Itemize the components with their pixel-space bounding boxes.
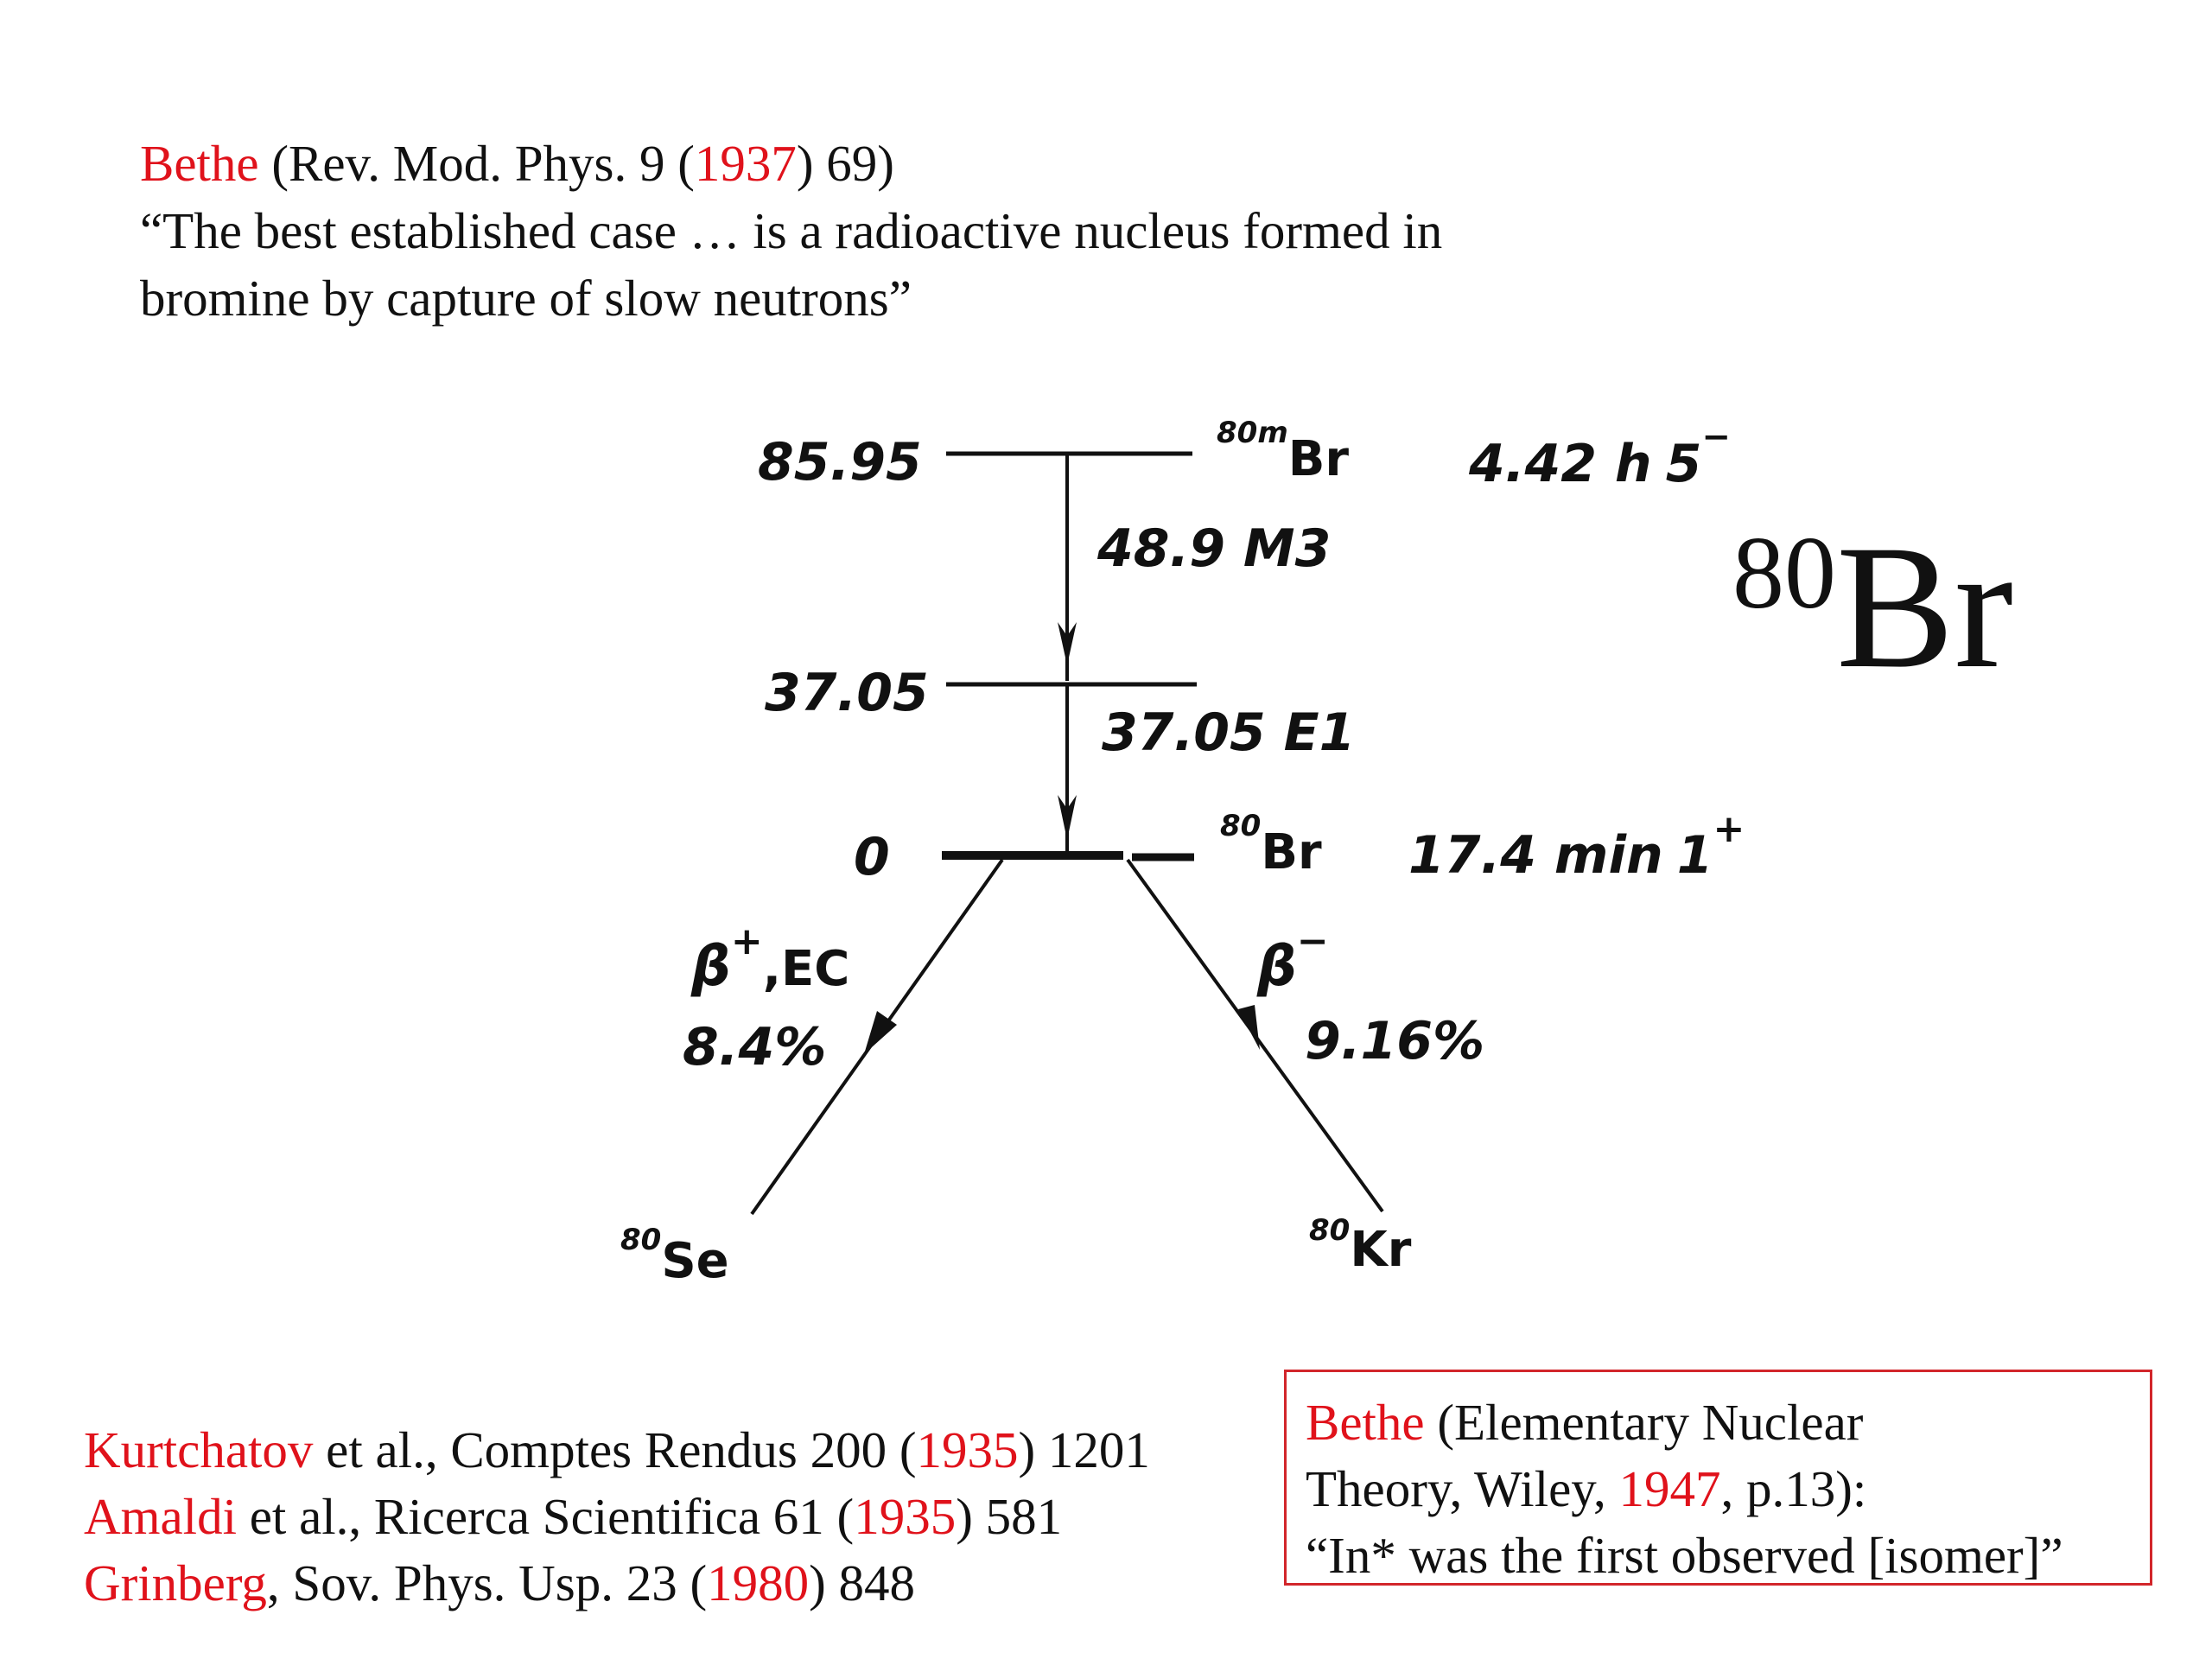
- nuclide-title-mass: 80: [1732, 515, 1836, 630]
- boxed-quote: “In* was the first observed [isomer]”: [1306, 1527, 2063, 1584]
- author-bethe-box: Bethe: [1306, 1394, 1425, 1451]
- nuclide-label-80mBr: [1217, 416, 1349, 487]
- energy-label-37.05: 37.05: [765, 663, 929, 723]
- year-1947: 1947: [1618, 1460, 1721, 1517]
- decay-mode-beta-plus: β+,EC: [691, 919, 850, 999]
- decay-arrowhead-beta-minus: [1238, 1005, 1260, 1050]
- daughter-label-80Kr: 80Kr: [1309, 1213, 1412, 1278]
- parity-ground: +: [1713, 807, 1745, 851]
- branch-beta-minus: 9.16%: [1305, 1011, 1485, 1071]
- nuclide-label-80Br: [1220, 809, 1322, 880]
- nuclide-symbol-br-ground: Br: [1261, 824, 1322, 880]
- author-bethe: Bethe: [140, 135, 259, 192]
- transition-label-48.9-m3: 48.9 M3: [1097, 518, 1332, 579]
- branch-beta-plus: 8.4%: [683, 1017, 827, 1077]
- energy-label-0: 0: [854, 827, 890, 887]
- boxed-citation: Bethe (Elementary Nuclear Theory, Wiley, 1947, p.13): “In* was the first observed [isomer]”: [1284, 1370, 2152, 1586]
- parity-isomer: −: [1701, 417, 1731, 457]
- decay-mode-beta-minus: β−: [1257, 919, 1329, 999]
- reference-item: Grinberg, Sov. Phys. Usp. 23 (1980) 848: [84, 1554, 916, 1611]
- nuclide-mass-80: 80: [1220, 809, 1262, 843]
- author-grinberg: Grinberg: [84, 1554, 267, 1611]
- halflife-isomer: 4.42 h 5−: [1469, 417, 1731, 494]
- nuclide-mass-80m: 80m: [1217, 416, 1288, 450]
- author-amaldi: Amaldi: [84, 1488, 237, 1545]
- halflife-ground: 17.4 min 1+: [1408, 807, 1745, 886]
- author-kurtchatov: Kurtchatov: [84, 1421, 314, 1478]
- nuclide-symbol-br-isomer: Br: [1287, 431, 1350, 487]
- reference-item: Kurtchatov et al., Comptes Rendus 200 (1935) 1201: [84, 1421, 1150, 1478]
- daughter-label-80Se: 80Se: [620, 1223, 729, 1289]
- nuclide-title-element: Br: [1836, 509, 2013, 705]
- reference-item: Amaldi et al., Ricerca Scientifica 61 (1935) 581: [84, 1488, 1063, 1545]
- quote-line-1: “The best established case … is a radioactive nucleus formed in: [140, 202, 1443, 259]
- quote-line-2: bromine by capture of slow neutrons”: [140, 270, 912, 327]
- energy-label-85.95: 85.95: [758, 432, 922, 493]
- transition-label-37.05-e1: 37.05 E1: [1102, 702, 1356, 763]
- reference-list: [84, 1417, 1150, 1617]
- year-1937: 1937: [694, 135, 797, 192]
- top-citation-source: Bethe (Rev. Mod. Phys. 9 (1937) 69): [140, 135, 894, 192]
